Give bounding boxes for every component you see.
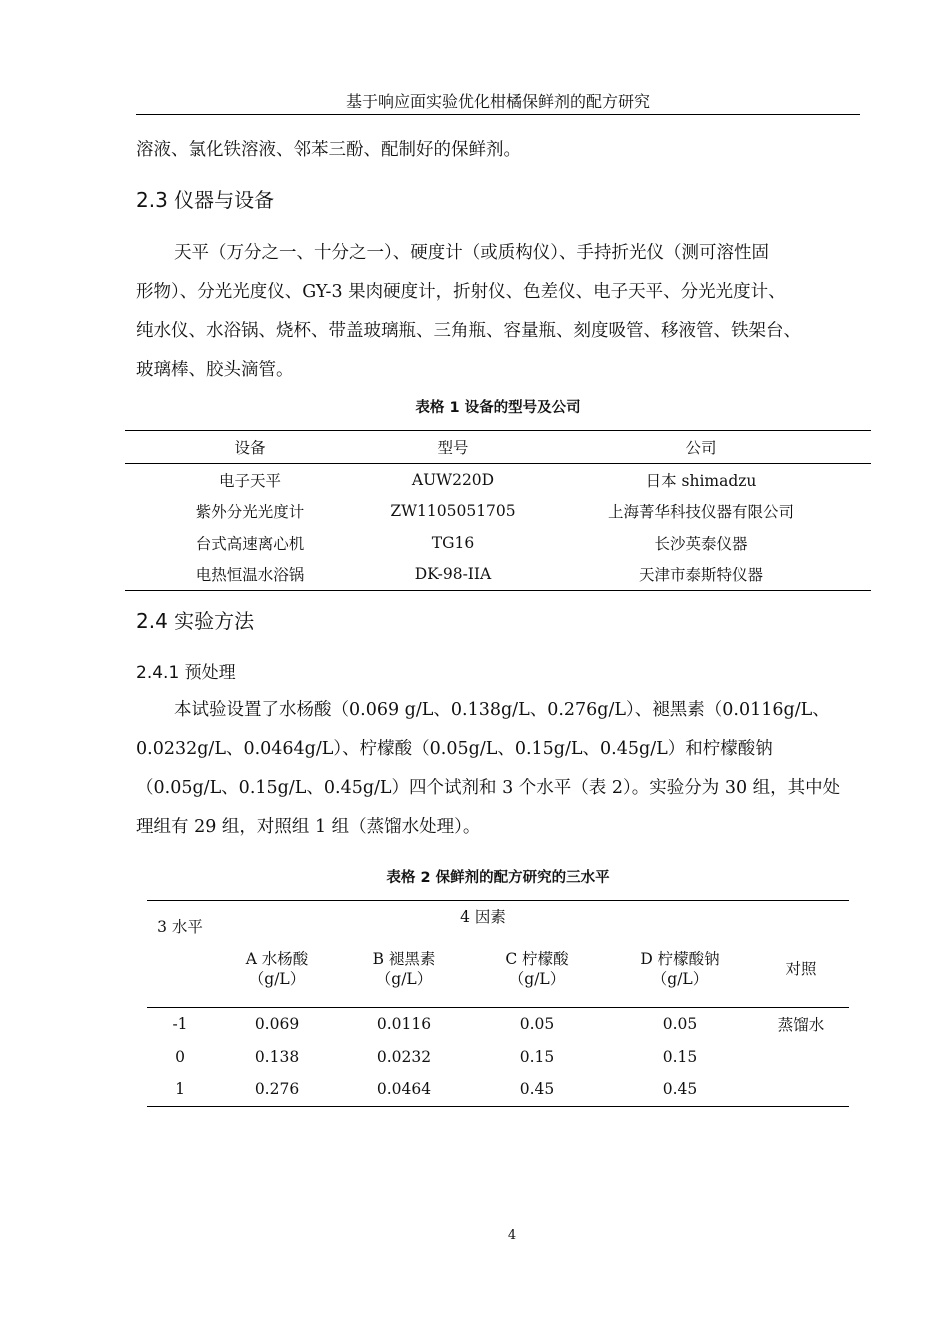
column-header-unit: （g/L） xyxy=(248,970,306,988)
table-row xyxy=(125,464,871,496)
column-header-name: C 柠檬酸 xyxy=(505,950,569,968)
control-header: 对照 xyxy=(785,960,817,978)
table-cell: 0.138 xyxy=(254,1047,300,1066)
paragraph-line: （0.05g/L、0.15g/L、0.45g/L）四个试剂和 3 个水平（表 2）。实验分为 30 组，其中处 xyxy=(136,778,841,798)
table-cell: 0.276 xyxy=(254,1080,300,1099)
column-header-unit: （g/L） xyxy=(651,970,709,988)
table-cell: 0.069 xyxy=(254,1015,300,1034)
level-header: 3 水平 xyxy=(157,918,203,936)
intro-line: 溶液、氯化铁溶液、邻苯三酚、配制好的保鲜剂。 xyxy=(136,140,521,160)
paragraph-line: 天平（万分之一、十分之一）、硬度计（或质构仪）、手持折光仪（测可溶性固 xyxy=(174,243,769,263)
table-cell: DK-98-IIA xyxy=(414,565,492,584)
table-cell: 0.15 xyxy=(662,1047,698,1066)
section-2-3-paragraph xyxy=(136,234,856,390)
column-header-unit: （g/L） xyxy=(375,970,433,988)
column-header xyxy=(213,931,341,1008)
column-header-name: B 褪黑素 xyxy=(372,950,436,968)
equipment-table xyxy=(125,430,871,591)
table-cell: 0.45 xyxy=(662,1080,698,1099)
table-row xyxy=(125,527,871,559)
table-cell: 电子天平 xyxy=(218,471,281,490)
page-number: 4 xyxy=(507,1228,517,1243)
table-cell: 0.0232 xyxy=(376,1047,432,1066)
table-cell: 台式高速离心机 xyxy=(195,534,305,553)
page-header xyxy=(136,92,860,115)
table-cell: 1 xyxy=(175,1080,185,1099)
table-row xyxy=(147,1073,849,1106)
paragraph-line: 本试验设置了水杨酸（0.069 g/L、0.138g/L、0.276g/L）、褪黑素（0.0116g/L、 xyxy=(174,700,830,720)
column-header xyxy=(467,931,607,1008)
empty-header-cell xyxy=(753,901,849,932)
table-cell: 0 xyxy=(175,1047,185,1066)
levels-table xyxy=(147,900,849,1107)
column-header: 型号 xyxy=(437,439,469,457)
table-cell: TG16 xyxy=(431,533,475,552)
paragraph-line: 玻璃棒、胶头滴管。 xyxy=(136,360,294,380)
table-cell: 0.0464 xyxy=(376,1080,432,1099)
table-cell: 长沙英泰仪器 xyxy=(654,534,748,553)
section-2-4-1-heading: 2.4.1 预处理 xyxy=(136,663,236,683)
table-cell xyxy=(753,1073,849,1106)
table2-caption: 表格 2 保鲜剂的配方研究的三水平 xyxy=(386,870,610,886)
table-cell: 0.05 xyxy=(662,1015,698,1034)
column-header: 设备 xyxy=(234,439,266,457)
paragraph-line: 纯水仪、水浴锅、烧杯、带盖玻璃瓶、三角瓶、容量瓶、刻度吸管、移液管、铁架台、 xyxy=(136,321,801,341)
column-header-unit: （g/L） xyxy=(508,970,566,988)
table-cell: 上海菁华科技仪器有限公司 xyxy=(607,503,794,522)
paragraph-line: 理组有 29 组，对照组 1 组（蒸馏水处理）。 xyxy=(136,817,481,837)
table-cell: 天津市泰斯特仪器 xyxy=(638,566,763,585)
section-2-3-heading: 2.3 仪器与设备 xyxy=(136,188,275,212)
table-row xyxy=(147,1008,849,1041)
table-cell: 0.45 xyxy=(519,1080,555,1099)
section-2-4-1-paragraph xyxy=(136,691,856,847)
table-cell: 日本 shimadzu xyxy=(645,471,757,490)
table-header-row xyxy=(147,901,849,932)
table-cell: 紫外分光光度计 xyxy=(195,503,305,522)
table-row xyxy=(125,559,871,591)
table1-caption: 表格 1 设备的型号及公司 xyxy=(415,400,581,416)
column-header-name: A 水杨酸 xyxy=(245,950,309,968)
table-cell: 0.05 xyxy=(519,1015,555,1034)
table-cell: -1 xyxy=(172,1015,188,1034)
column-header xyxy=(341,931,467,1008)
section-2-4-heading: 2.4 实验方法 xyxy=(136,609,255,633)
column-header xyxy=(607,931,753,1008)
table-header-row xyxy=(125,431,871,464)
table-cell: 0.0116 xyxy=(376,1015,432,1034)
table-cell: 0.15 xyxy=(519,1047,555,1066)
table-cell: ZW1105051705 xyxy=(390,502,516,521)
column-header-name: D 柠檬酸钠 xyxy=(640,950,720,968)
table-cell xyxy=(753,1041,849,1074)
paragraph-line: 形物）、分光光度仪、GY-3 果肉硬度计，折射仪、色差仪、电子天平、分光光度计、 xyxy=(136,282,786,302)
table-cell: AUW220D xyxy=(411,470,495,489)
page-header-title: 基于响应面实验优化柑橘保鲜剂的配方研究 xyxy=(345,92,650,111)
intro-paragraph xyxy=(136,131,856,170)
table-row xyxy=(125,496,871,528)
column-header: 公司 xyxy=(685,439,717,457)
factors-header: 4 因素 xyxy=(460,908,506,926)
table-cell: 电热恒温水浴锅 xyxy=(195,566,305,585)
table-header-row xyxy=(147,931,849,1008)
table-row xyxy=(147,1041,849,1074)
paragraph-line: 0.0232g/L、0.0464g/L）、柠檬酸（0.05g/L、0.15g/L、0.45g/L）和柠檬酸钠 xyxy=(136,739,773,759)
table-cell: 蒸馏水 xyxy=(777,1016,825,1035)
